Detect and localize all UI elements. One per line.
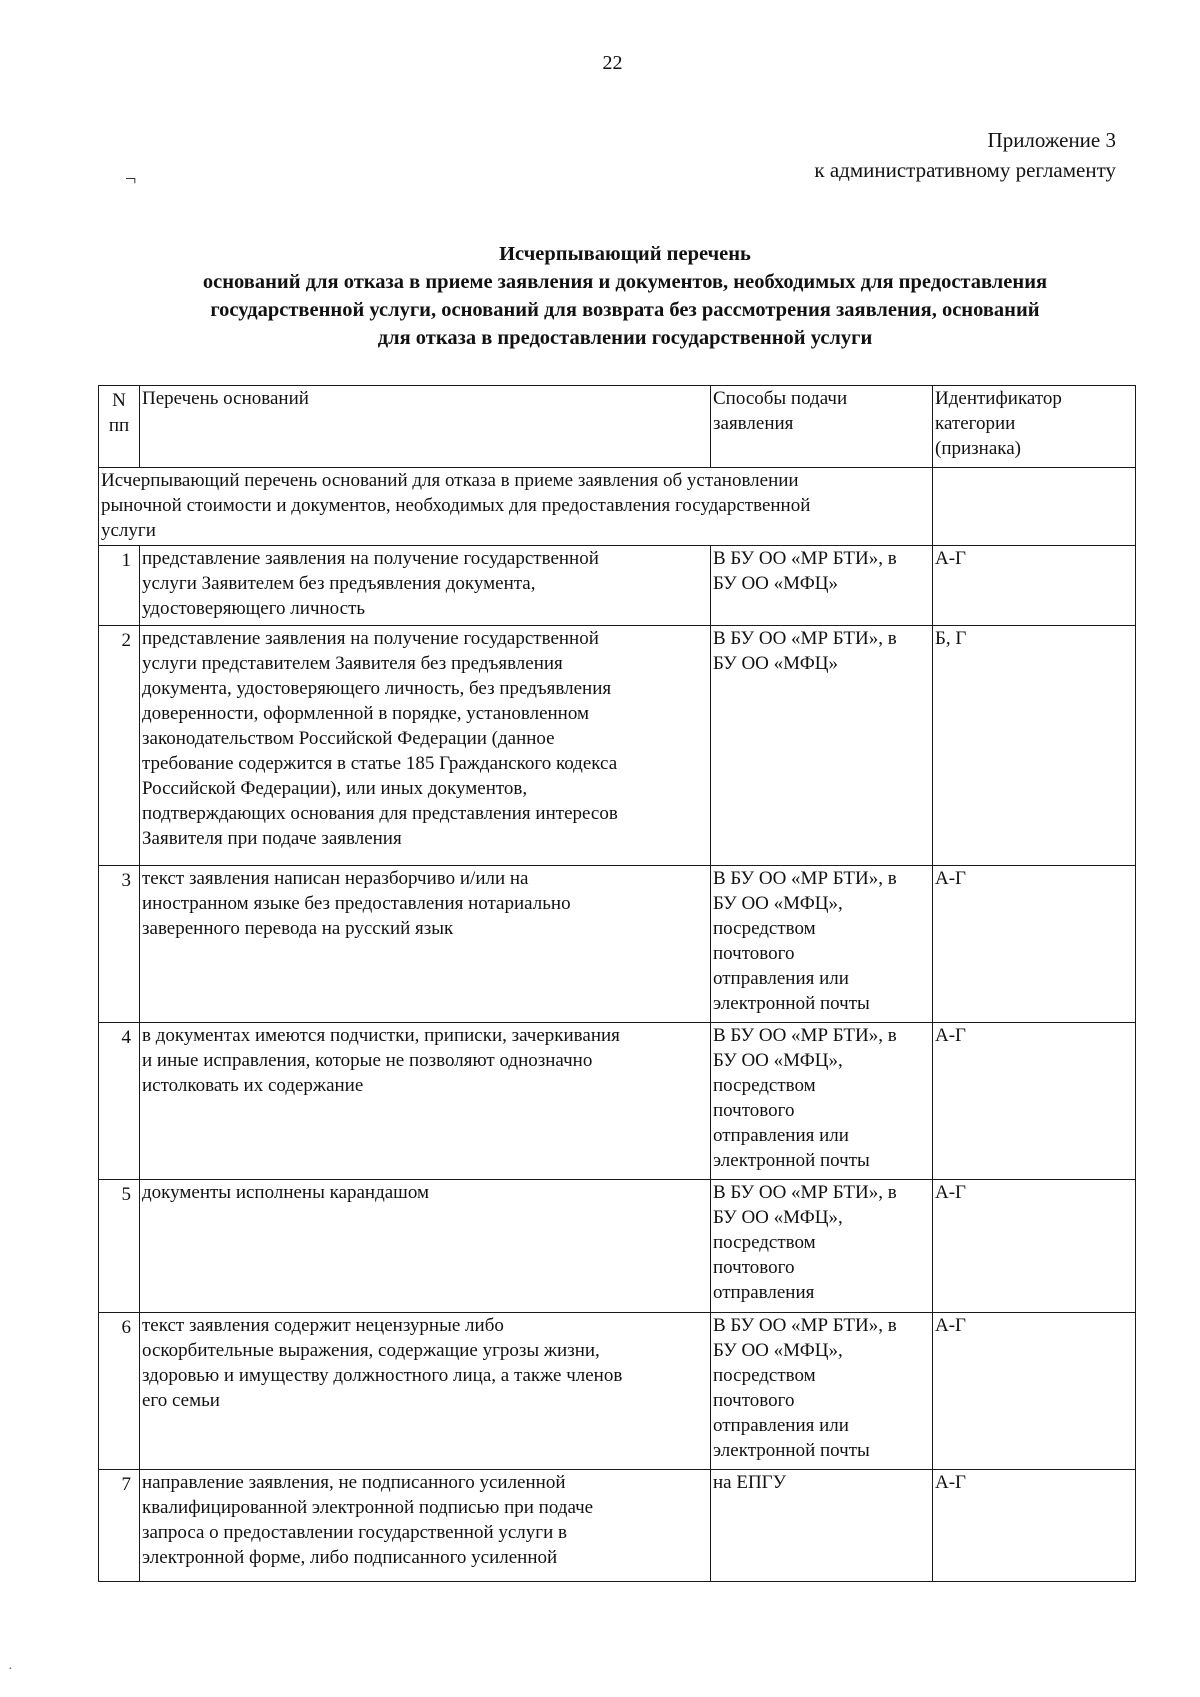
title-line-4: для отказа в предоставлении государственной услуги <box>377 327 873 349</box>
method-line: отправления или <box>713 1125 849 1146</box>
reason-line: требование содержится в статье 185 Гражданского кодекса <box>142 753 618 774</box>
row-category: А-Г <box>933 1470 1136 1582</box>
method-line: отправления или <box>713 968 849 989</box>
row-category: А-Г <box>933 1023 1136 1180</box>
header-num-line-1: N <box>112 390 126 411</box>
reason-line: услуги представителем Заявителя без предъявления <box>142 653 563 674</box>
reason-line: его семьи <box>142 1390 220 1411</box>
section-row <box>99 468 1136 546</box>
reason-line: направление заявления, не подписанного усиленной <box>142 1472 566 1493</box>
method-line: отправления <box>713 1282 815 1303</box>
row-category: А-Г <box>933 1180 1136 1313</box>
section-title <box>99 468 933 546</box>
header-methods-line-2: заявления <box>713 413 794 434</box>
row-number: 7 <box>99 1470 140 1582</box>
reason-line: представление заявления на получение государственной <box>142 548 599 569</box>
table-row <box>99 626 1136 866</box>
reason-line: оскорбительные выражения, содержащие угрозы жизни, <box>142 1340 600 1361</box>
reason-line: документа, удостоверяющего личность, без предъявления <box>142 678 612 699</box>
reason-line: заверенного перевода на русский язык <box>142 918 454 939</box>
row-number: 1 <box>99 546 140 626</box>
header-num-line-2: пп <box>108 415 130 436</box>
reason-line: подтверждающих основания для представления интересов <box>142 803 618 824</box>
reason-line: представление заявления на получение государственной <box>142 628 599 649</box>
row-method <box>711 546 933 626</box>
reason-line: услуги Заявителем без предъявления документа, <box>142 573 536 594</box>
reason-line: текст заявления содержит нецензурные либо <box>142 1315 504 1336</box>
method-line: В БУ ОО «МР БТИ», в <box>713 1182 897 1203</box>
section-title-line-3: услуги <box>101 520 156 541</box>
header-category-line-1: Идентификатор <box>935 388 1062 409</box>
row-category: А-Г <box>933 546 1136 626</box>
method-line: БУ ОО «МФЦ», <box>713 1207 843 1228</box>
row-reason <box>140 1470 711 1582</box>
method-line: посредством <box>713 1232 816 1253</box>
method-line: посредством <box>713 1365 816 1386</box>
reason-line: квалифицированной электронной подписью при подаче <box>142 1497 594 1518</box>
row-reason <box>140 626 711 866</box>
method-line: БУ ОО «МФЦ» <box>713 573 839 594</box>
section-title-line-1: Исчерпывающий перечень оснований для отказа в приеме заявления об установлении <box>101 470 799 491</box>
header-methods-line-1: Способы подачи <box>713 388 848 409</box>
table-row <box>99 1180 1136 1313</box>
reason-line: здоровью и имуществу должностного лица, а также членов <box>142 1365 623 1386</box>
scan-mark: ¬ <box>125 168 137 190</box>
row-method <box>711 1470 933 1582</box>
method-line: В БУ ОО «МР БТИ», в <box>713 1025 897 1046</box>
reason-line: запроса о предоставлении государственной услуги в <box>142 1522 567 1543</box>
row-method <box>711 626 933 866</box>
row-method <box>711 1180 933 1313</box>
row-number: 6 <box>99 1313 140 1470</box>
row-method <box>711 1313 933 1470</box>
header-category-line-2: категории <box>935 413 1016 434</box>
header-reasons-label: Перечень оснований <box>142 388 309 409</box>
row-reason <box>140 1313 711 1470</box>
header-category <box>933 386 1136 468</box>
reason-line: доверенности, оформленной в порядке, установленном <box>142 703 590 724</box>
method-line: БУ ОО «МФЦ», <box>713 893 843 914</box>
reason-line: документы исполнены карандашом <box>142 1182 429 1203</box>
appendix-note <box>814 125 1116 185</box>
section-title-line-2: рыночной стоимости и документов, необходимых для предоставления государственной <box>101 495 811 516</box>
reason-line: иностранном языке без предоставления нотариально <box>142 893 571 914</box>
section-empty-cell <box>933 468 1136 546</box>
method-line: электронной почты <box>713 1440 870 1461</box>
table-row <box>99 866 1136 1023</box>
title-line-1: Исчерпывающий перечень <box>499 243 751 265</box>
row-reason <box>140 1023 711 1180</box>
reason-line: Заявителя при подаче заявления <box>142 828 402 849</box>
method-line: почтового <box>713 943 795 964</box>
scan-dot: · <box>8 1662 13 1677</box>
header-reasons <box>140 386 711 468</box>
row-reason <box>140 866 711 1023</box>
method-line: посредством <box>713 918 816 939</box>
reason-line: Российской Федерации), или иных документов, <box>142 778 528 799</box>
reason-line: в документах имеются подчистки, приписки, зачеркивания <box>142 1025 620 1046</box>
row-method <box>711 866 933 1023</box>
row-number: 5 <box>99 1180 140 1313</box>
method-line: почтового <box>713 1257 795 1278</box>
method-line: почтового <box>713 1100 795 1121</box>
method-line: БУ ОО «МФЦ», <box>713 1340 843 1361</box>
method-line: почтового <box>713 1390 795 1411</box>
method-line: В БУ ОО «МР БТИ», в <box>713 868 897 889</box>
row-number: 2 <box>99 626 140 866</box>
appendix-line-1: Приложение 3 <box>987 128 1116 152</box>
reason-line: истолковать их содержание <box>142 1075 364 1096</box>
method-line: В БУ ОО «МР БТИ», в <box>713 1315 897 1336</box>
header-category-line-3: (признака) <box>935 438 1021 459</box>
method-line: электронной почты <box>713 1150 870 1171</box>
row-number: 3 <box>99 866 140 1023</box>
document-title <box>100 240 1150 352</box>
row-number: 4 <box>99 1023 140 1180</box>
row-reason <box>140 546 711 626</box>
grounds-table <box>98 385 1136 1582</box>
header-num <box>99 386 140 468</box>
method-line: электронной почты <box>713 993 870 1014</box>
table-row <box>99 546 1136 626</box>
method-line: на ЕПГУ <box>713 1472 787 1493</box>
table-row <box>99 1313 1136 1470</box>
reason-line: законодательством Российской Федерации (данное <box>142 728 555 749</box>
row-category: А-Г <box>933 866 1136 1023</box>
header-row <box>99 386 1136 468</box>
reason-line: текст заявления написан неразборчиво и/или на <box>142 868 529 889</box>
method-line: БУ ОО «МФЦ» <box>713 653 839 674</box>
page-number: 22 <box>602 52 623 74</box>
method-line: отправления или <box>713 1415 849 1436</box>
method-line: посредством <box>713 1075 816 1096</box>
appendix-line-2: к административному регламенту <box>814 158 1116 182</box>
reason-line: удостоверяющего личность <box>142 598 366 619</box>
row-category: Б, Г <box>933 626 1136 866</box>
title-line-2: оснований для отказа в приеме заявления и документов, необходимых для предоставления <box>202 271 1048 293</box>
reason-line: и иные исправления, которые не позволяют однозначно <box>142 1050 593 1071</box>
header-methods <box>711 386 933 468</box>
table-row <box>99 1470 1136 1582</box>
table-row <box>99 1023 1136 1180</box>
reason-line: электронной форме, либо подписанного усиленной <box>142 1547 558 1568</box>
title-line-3: государственной услуги, оснований для возврата без рассмотрения заявления, оснований <box>210 299 1040 321</box>
method-line: БУ ОО «МФЦ», <box>713 1050 843 1071</box>
row-category: А-Г <box>933 1313 1136 1470</box>
method-line: В БУ ОО «МР БТИ», в <box>713 548 897 569</box>
row-method <box>711 1023 933 1180</box>
method-line: В БУ ОО «МР БТИ», в <box>713 628 897 649</box>
row-reason <box>140 1180 711 1313</box>
